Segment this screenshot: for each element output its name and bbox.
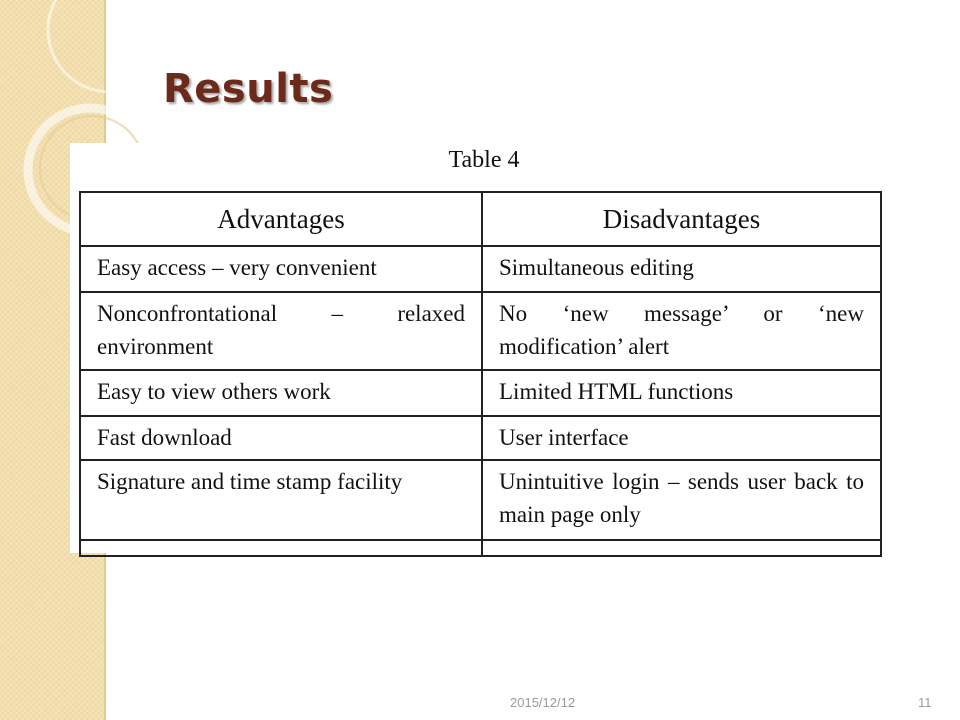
disadvantage-cell: Simultaneous editing [482,246,881,292]
advantage-cell: Easy access – very convenient [80,246,482,292]
table-caption [70,147,886,174]
slide-title: Results [163,66,334,112]
table-row [80,460,881,540]
advantage-cell: Easy to view others work [80,370,482,416]
disadvantage-cell: User interface [482,416,881,460]
decorative-circle-large [48,0,160,92]
footer-date: 2015/12/12 [510,695,576,710]
table-row [80,416,881,460]
table-figure [70,143,886,553]
empty-cell [80,540,482,556]
advantage-cell: Nonconfrontational – relaxed environment [80,292,482,370]
table-row [80,292,881,370]
header-disadvantages: Disadvantages [482,192,881,246]
results-table [79,191,882,557]
table-row [80,370,881,416]
table-row [80,246,881,292]
disadvantage-cell: No ‘new message’ or ‘new modification’ alert [482,292,881,370]
header-advantages: Advantages [80,192,482,246]
disadvantage-cell: Limited HTML functions [482,370,881,416]
table-caption-text: Table 4 [448,147,520,173]
disadvantage-cell: Unintuitive login – sends user back to main page only [482,460,881,540]
advantage-cell: Signature and time stamp facility [80,460,482,540]
empty-cell [482,540,881,556]
table-row-truncated [80,540,881,556]
table-header-row [80,192,881,246]
advantage-cell: Fast download [80,416,482,460]
footer-page-number: 11 [918,695,932,710]
